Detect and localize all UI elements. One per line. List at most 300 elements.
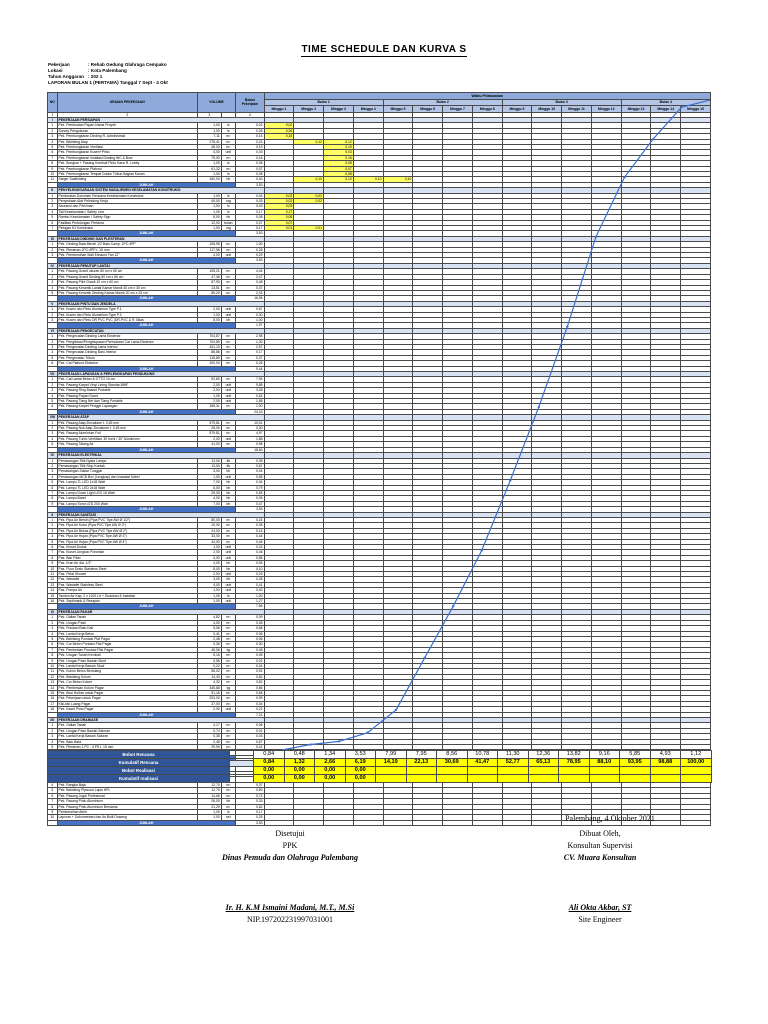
item-volume: 26,00 <box>197 799 221 804</box>
item-bobot: 0,04 <box>236 469 265 474</box>
week-cell: 0,03 <box>264 204 294 209</box>
item-bobot: 0,67 <box>236 307 265 312</box>
item-volume: 2,00 <box>197 307 221 312</box>
item-bobot: 10,01 <box>236 420 265 425</box>
item-unit: ls <box>221 209 235 214</box>
item-no: 9 <box>48 501 58 506</box>
section-no: X <box>48 512 58 517</box>
item-bobot: 0,66 <box>236 626 265 631</box>
item-bobot: 0,50 <box>236 788 265 793</box>
item-desc: Pek. Pasang Aluminium Foil <box>57 431 197 436</box>
section-title: PEKERJAAN ATAP <box>57 415 264 420</box>
item-bobot: 0,17 <box>236 209 265 214</box>
item-volume: 278,41 <box>197 139 221 144</box>
totals-row <box>48 767 712 775</box>
totals-value: 10,78 <box>467 751 498 759</box>
item-desc: Penyediaan Alat Pelindung Kerja <box>57 199 197 204</box>
item-desc: Pas. Wastafel <box>57 577 197 582</box>
jumlah-label: JUMLAH <box>57 231 236 236</box>
item-desc: Pas. Pelat Shower <box>57 572 197 577</box>
week-cell: 0,08 <box>264 215 294 220</box>
header-minggu: Minggu 14 <box>651 106 681 113</box>
item-volume: 14,40 <box>197 674 221 679</box>
item-unit: unit <box>221 382 235 387</box>
item-bobot: 0,04 <box>236 193 265 198</box>
item-bobot: 0,17 <box>236 350 265 355</box>
totals-value: 7,95 <box>406 751 437 759</box>
header-minggu: Minggu 15 <box>681 106 711 113</box>
item-bobot: 0,03 <box>236 734 265 739</box>
sig-left-line2: PPK <box>282 841 298 850</box>
item-desc: Pek. Galian Tanah <box>57 615 197 620</box>
item-unit: bh <box>221 561 235 566</box>
item-desc: Pek. Bekisting Atap <box>57 139 197 144</box>
item-unit: m² <box>221 377 235 382</box>
item-no: 6 <box>48 361 58 366</box>
header-bulan: Bulan 4 <box>621 99 710 106</box>
item-bobot: 0,06 <box>236 636 265 641</box>
item-no: 10 <box>48 171 58 176</box>
totals-value: 1,12 <box>681 751 712 759</box>
totals-value <box>681 767 712 775</box>
item-bobot: 0,55 <box>236 474 265 479</box>
item-volume: 2,00 <box>197 436 221 441</box>
item-unit: m³ <box>221 642 235 647</box>
item-volume: 1,00 <box>197 161 221 166</box>
totals-value <box>498 775 529 783</box>
item-bobot: 1,27 <box>236 599 265 604</box>
totals-label: Bobot Realisasi <box>48 767 230 775</box>
item-unit: bh <box>221 566 235 571</box>
header-uraian: URAIAN PEKERJAAN <box>57 93 197 113</box>
page-title: TIME SCHEDULE DAN KURVA S <box>301 44 467 55</box>
week-cell: 0,01 <box>264 226 294 231</box>
item-volume: 0,36 <box>197 642 221 647</box>
item-bobot: 0,30 <box>236 642 265 647</box>
week-cell: 0,10 <box>383 177 413 182</box>
schedule-sheet <box>47 92 711 826</box>
item-bobot: 0,79 <box>236 485 265 490</box>
jumlah-value: 9,44 <box>236 366 265 371</box>
item-no: 4 <box>48 534 58 539</box>
item-no: 10 <box>48 663 58 668</box>
item-desc: Pek. Cat Lantai Beton & OTTO 10 cm <box>57 377 197 382</box>
item-no: 1 <box>48 242 58 247</box>
item-volume: 21,20 <box>197 804 221 809</box>
item-bobot: 0,02 <box>236 123 265 128</box>
item-desc: Steger Scaffolding <box>57 177 197 182</box>
item-unit: m² <box>221 636 235 641</box>
item-no: 11 <box>48 177 58 182</box>
item-bobot: 0,34 <box>236 480 265 485</box>
totals-value <box>650 767 681 775</box>
item-bobot: 0,24 <box>236 517 265 522</box>
item-desc: Pas. Kloset Duduk <box>57 545 197 550</box>
item-unit: unit <box>221 253 235 258</box>
item-volume: 8,00 <box>197 215 221 220</box>
item-no: 8 <box>48 804 58 809</box>
item-volume: 0,35 <box>197 734 221 739</box>
item-desc: Pek. Pasang Nok Atap Zincalume t. 0,45 mm <box>57 426 197 431</box>
header-minggu: Minggu 3 <box>324 106 354 113</box>
item-desc: Pek. Bongkar + Pasang Kembali Pintu Kaca R. Lobby <box>57 161 197 166</box>
item-volume: 1,00 <box>197 809 221 814</box>
item-unit: unit <box>221 588 235 593</box>
item-no: 1 <box>48 723 58 728</box>
week-cell <box>353 820 383 825</box>
totals-row <box>48 775 712 783</box>
jumlah-value: 18,60 <box>236 447 265 452</box>
item-bobot: 0,37 <box>236 355 265 360</box>
item-bobot: 0,04 <box>236 663 265 668</box>
header-minggu: Minggu 1 <box>264 106 294 113</box>
totals-value <box>528 767 559 775</box>
item-no: 10 <box>48 566 58 571</box>
jumlah-label: JUMLAH <box>57 447 236 452</box>
item-bobot: 0,24 <box>236 139 265 144</box>
totals-value: 0,00 <box>345 775 376 783</box>
item-desc: Pek. Pondasi Batu Kali <box>57 626 197 631</box>
item-unit: ls <box>221 193 235 198</box>
item-unit: org <box>221 226 235 231</box>
item-no: 3 <box>48 388 58 393</box>
item-bobot: 0,92 <box>236 669 265 674</box>
item-no: 2 <box>48 426 58 431</box>
item-unit: m² <box>221 290 235 295</box>
totals-value <box>437 775 468 783</box>
item-unit: m² <box>221 788 235 793</box>
section-title: PEKERJAAN ELEKTRIKAL <box>57 453 264 458</box>
jumlah-label: JUMLAH <box>57 258 236 263</box>
item-desc: Pek. Lantai Kerja Bawah Saluran <box>57 734 197 739</box>
item-unit: unit <box>221 550 235 555</box>
item-bobot: 0,82 <box>236 674 265 679</box>
item-no: 8 <box>48 161 58 166</box>
totals-value <box>528 775 559 783</box>
item-no: 6 <box>48 793 58 798</box>
item-no: 7 <box>48 155 58 160</box>
item-bobot: 7,94 <box>236 377 265 382</box>
item-no: 6 <box>48 485 58 490</box>
item-bobot: 1,00 <box>236 242 265 247</box>
item-no: 6 <box>48 642 58 647</box>
item-bobot: 0,66 <box>236 685 265 690</box>
item-unit: bh <box>221 490 235 495</box>
item-unit: unit <box>221 150 235 155</box>
meta-value: : 202 1 <box>88 74 103 79</box>
item-unit: m² <box>221 344 235 349</box>
item-desc: Pas. Floor Drain Stainless Steel <box>57 566 197 571</box>
meta-key: Tahun Anggaran <box>48 74 84 79</box>
item-unit: kg <box>221 647 235 652</box>
item-volume: 105,21 <box>197 269 221 274</box>
section-title: PEKERJAAN DRAINASE <box>57 718 264 723</box>
item-desc: Pek. Pengikisan/Pengelupasan Permukaan Cat Lama Eksterior <box>57 339 197 344</box>
item-volume: 12,00 <box>197 220 221 225</box>
item-volume: 24,00 <box>197 528 221 533</box>
item-no: 3 <box>48 431 58 436</box>
item-unit: kg <box>221 685 235 690</box>
index-cell: 3 <box>197 112 221 117</box>
item-bobot: 0,05 <box>236 653 265 658</box>
item-bobot: 2,43 <box>236 290 265 295</box>
item-bobot: 0,02 <box>236 658 265 663</box>
week-cell <box>324 820 354 825</box>
totals-row <box>48 759 712 767</box>
item-desc: Pek. Pasang Turbo Ventilator 30 Inchi / 30" Aluminium <box>57 436 197 441</box>
item-unit: m¹ <box>221 690 235 695</box>
schedule-table <box>47 92 711 826</box>
item-volume: 2,00 <box>197 388 221 393</box>
totals-value: 22,13 <box>406 759 437 767</box>
jumlah-value: 24,43 <box>236 409 265 414</box>
item-unit: m³ <box>221 728 235 733</box>
item-volume: 100,00 <box>197 361 221 366</box>
item-volume: 4,00 <box>197 561 221 566</box>
item-bobot: 0,66 <box>236 690 265 695</box>
item-no: 7 <box>48 799 58 804</box>
item-no: 18 <box>48 707 58 712</box>
sig-right-line2: Konsultan Supervisi <box>567 841 633 850</box>
item-bobot: 0,01 <box>236 728 265 733</box>
item-desc: Pek. Pengecatan Dinding Baru Interior <box>57 350 197 355</box>
item-volume: 2,48 <box>197 739 221 744</box>
item-volume: 1,00 <box>197 588 221 593</box>
jumlah-value: 3,53 <box>236 507 265 512</box>
item-no: 2 <box>48 312 58 317</box>
signature-left <box>190 828 390 926</box>
item-bobot: 0,08 <box>236 161 265 166</box>
item-bobot: 0,24 <box>236 545 265 550</box>
item-no: 1 <box>48 377 58 382</box>
jumlah-label: JUMLAH <box>57 712 236 717</box>
item-desc: Pek. Pasang Keramik Dinding Kamar Mandi 20 cm x 25 cm <box>57 290 197 295</box>
item-volume: 44,00 <box>197 539 221 544</box>
item-bobot: 1,00 <box>236 317 265 322</box>
item-bobot: 0,29 <box>236 253 265 258</box>
totals-spacer <box>230 767 254 775</box>
section-no: I <box>48 117 58 122</box>
week-cell <box>294 820 324 825</box>
item-unit: m² <box>221 285 235 290</box>
section-no: VII <box>48 372 58 377</box>
item-desc: Pek. Pasang Keramik Lantai Kamar Mandi 30 cm x 30 cm <box>57 285 197 290</box>
totals-value: 30,69 <box>437 759 468 767</box>
item-bobot: 0,03 <box>236 572 265 577</box>
item-bobot: 0,37 <box>236 782 265 787</box>
item-bobot: 0,17 <box>236 226 265 231</box>
signature-right <box>520 828 680 926</box>
item-bobot: 0,41 <box>236 745 265 750</box>
item-unit: bh <box>221 485 235 490</box>
item-volume: 1,00 <box>197 545 221 550</box>
jumlah-label: JUMLAH <box>57 409 236 414</box>
section-no: XII <box>48 718 58 723</box>
item-unit: set <box>221 815 235 820</box>
item-no: 11 <box>48 572 58 577</box>
week-cell: 0,10 <box>353 177 383 182</box>
header-minggu: Minggu 11 <box>562 106 592 113</box>
jumlah-value: 7,66 <box>236 604 265 609</box>
totals-value <box>376 775 407 783</box>
item-bobot: 0,34 <box>236 701 265 706</box>
item-desc: Laporan + Dokumentasi dan As Built Drawing <box>57 815 197 820</box>
item-unit: m³ <box>221 615 235 620</box>
item-bobot: 0,45 <box>236 539 265 544</box>
item-bobot: 0,05 <box>236 561 265 566</box>
jumlah-label: JUMLAH <box>57 182 236 187</box>
week-cell: 0,07 <box>264 220 294 225</box>
item-bobot: 0,16 <box>236 528 265 533</box>
item-no: 15 <box>48 593 58 598</box>
item-desc: Pek. Batu Bata <box>57 739 197 744</box>
item-unit: unit <box>221 582 235 587</box>
item-desc: Pek. Cat Plafond Eksterior <box>57 361 197 366</box>
place-date: Palembang, 4 Oktober 2021 <box>565 814 655 823</box>
item-bobot: 4,97 <box>236 431 265 436</box>
totals-value: 1,34 <box>315 751 346 759</box>
totals-value <box>620 775 651 783</box>
totals-value: 14,19 <box>376 759 407 767</box>
totals-value <box>620 767 651 775</box>
week-cell: 0,02 <box>264 123 294 128</box>
week-cell: 0,08 <box>324 171 354 176</box>
section-no: II <box>48 188 58 193</box>
item-bobot: 0,03 <box>236 204 265 209</box>
item-no: 4 <box>48 782 58 787</box>
section-no: V <box>48 301 58 306</box>
jumlah-value: 16,96 <box>236 296 265 301</box>
item-no: 12 <box>48 674 58 679</box>
item-desc: Pas. Lampu Sorot LED 200 Watt <box>57 501 197 506</box>
item-volume: 56,02 <box>197 669 221 674</box>
item-volume: 1,00 <box>197 171 221 176</box>
item-unit: m¹ <box>221 426 235 431</box>
item-desc: Pek. Pasang Atap Zincalume t. 0,45 mm <box>57 420 197 425</box>
item-desc: Kisi-kisi Luang Pagar <box>57 701 197 706</box>
item-unit: m² <box>221 350 235 355</box>
item-volume: 156,31 <box>197 404 221 409</box>
item-volume: 13,51 <box>197 285 221 290</box>
item-no: 2 <box>48 382 58 387</box>
item-volume: 579,81 <box>197 420 221 425</box>
item-no: 3 <box>48 280 58 285</box>
item-no: 1 <box>48 123 58 128</box>
item-no: 4 <box>48 474 58 479</box>
jumlah-label: JUMLAH <box>57 296 236 301</box>
item-bobot: 2,57 <box>236 344 265 349</box>
report-period: LAPORAN BULAN 1 (PERTAMA) Tanggal 7 Sept - 4 Okt <box>48 80 168 85</box>
item-volume: 14,66 <box>197 793 221 798</box>
totals-value: 7,99 <box>376 751 407 759</box>
item-volume: 0,74 <box>197 728 221 733</box>
item-no: 7 <box>48 550 58 555</box>
item-unit: unit <box>221 545 235 550</box>
section-title: PEKERJAAN PERSIAPAN <box>57 117 264 122</box>
item-bobot: 4,44 <box>236 269 265 274</box>
header-minggu: Minggu 5 <box>383 106 413 113</box>
item-unit: m² <box>221 166 235 171</box>
item-volume: 46,06 <box>197 647 221 652</box>
item-no: 6 <box>48 220 58 225</box>
item-volume: 88,86 <box>197 350 221 355</box>
item-no: 7 <box>48 226 58 231</box>
item-bobot: 0,67 <box>236 739 265 744</box>
item-unit: unit <box>221 572 235 577</box>
item-no: 5 <box>48 539 58 544</box>
item-no: 5 <box>48 215 58 220</box>
item-volume: 1,00 <box>197 193 221 198</box>
totals-value: 8,56 <box>437 751 468 759</box>
item-no: 3 <box>48 734 58 739</box>
item-desc: Pas. Kloset Jongkok Porcelain <box>57 550 197 555</box>
item-no: 1 <box>48 334 58 339</box>
item-desc: Pek. Pipa Air Hujan (Pipa PVC Tipe AW Ø 4") <box>57 539 197 544</box>
sig-right-org: CV. Muara Konsultan <box>563 853 637 862</box>
week-cell <box>472 820 502 825</box>
item-no: 17 <box>48 701 58 706</box>
item-volume: 0,41 <box>197 631 221 636</box>
totals-value: 0,00 <box>315 775 346 783</box>
jumlah-label: JUMLAH <box>57 507 236 512</box>
item-desc: Pek. Pembongkaran Dinding R. Administrasi <box>57 134 197 139</box>
item-volume: 4,00 <box>197 582 221 587</box>
item-desc: Pek. Pembersihan Wall Exhaust Fan 12" <box>57 253 197 258</box>
totals-table <box>47 750 712 783</box>
item-unit: m² <box>221 793 235 798</box>
item-volume: 1,00 <box>197 393 221 398</box>
week-cell: 0,19 <box>324 144 354 149</box>
week-cell: 0,08 <box>324 161 354 166</box>
totals-value: 11,30 <box>498 751 529 759</box>
jumlah-value: 3,53 <box>236 231 265 236</box>
item-no: 5 <box>48 636 58 641</box>
item-volume: 1,00 <box>197 123 221 128</box>
item-volume: 6,00 <box>197 485 221 490</box>
week-cell: 0,10 <box>294 177 324 182</box>
totals-value: 4,93 <box>650 751 681 759</box>
item-no: 1 <box>48 517 58 522</box>
item-desc: Pek. Pengecatan Dinding Lama Interior <box>57 344 197 349</box>
totals-value: 0,84 <box>254 751 285 759</box>
item-no: 16 <box>48 696 58 701</box>
item-unit: m³ <box>221 626 235 631</box>
item-no: 2 <box>48 339 58 344</box>
item-unit: m³ <box>221 680 235 685</box>
item-no: 1 <box>48 269 58 274</box>
totals-value: 2,66 <box>315 759 346 767</box>
item-unit: unit <box>221 555 235 560</box>
section-title: PEKERJAAN PENGECATAN <box>57 328 264 333</box>
item-desc: Pek. Urugan Pasir Bawah Sloof <box>57 658 197 663</box>
item-unit: bh <box>221 480 235 485</box>
item-volume: 0,22 <box>197 663 221 668</box>
item-desc: Pas. Pompa Air <box>57 588 197 593</box>
item-desc: Pek. Pasang Karpet Vinyl Lining Standar BWF <box>57 382 197 387</box>
item-volume: 1,00 <box>197 204 221 209</box>
item-unit: m² <box>221 242 235 247</box>
item-desc: Pek. Pembesian Pondasi Plat Pagar <box>57 647 197 652</box>
item-bobot: 0,36 <box>236 631 265 636</box>
totals-value <box>589 767 620 775</box>
item-no: 3 <box>48 253 58 258</box>
item-bobot: 1,30 <box>236 339 265 344</box>
item-desc: Pemasangan MCB Box (Lengkap) dan Instalasi Kabel <box>57 474 197 479</box>
item-volume: 85,20 <box>197 290 221 295</box>
week-cell: 0,07 <box>324 166 354 171</box>
sig-right-name: Ali Okta Akbar, ST <box>568 903 632 912</box>
item-bobot: 0,62 <box>236 804 265 809</box>
